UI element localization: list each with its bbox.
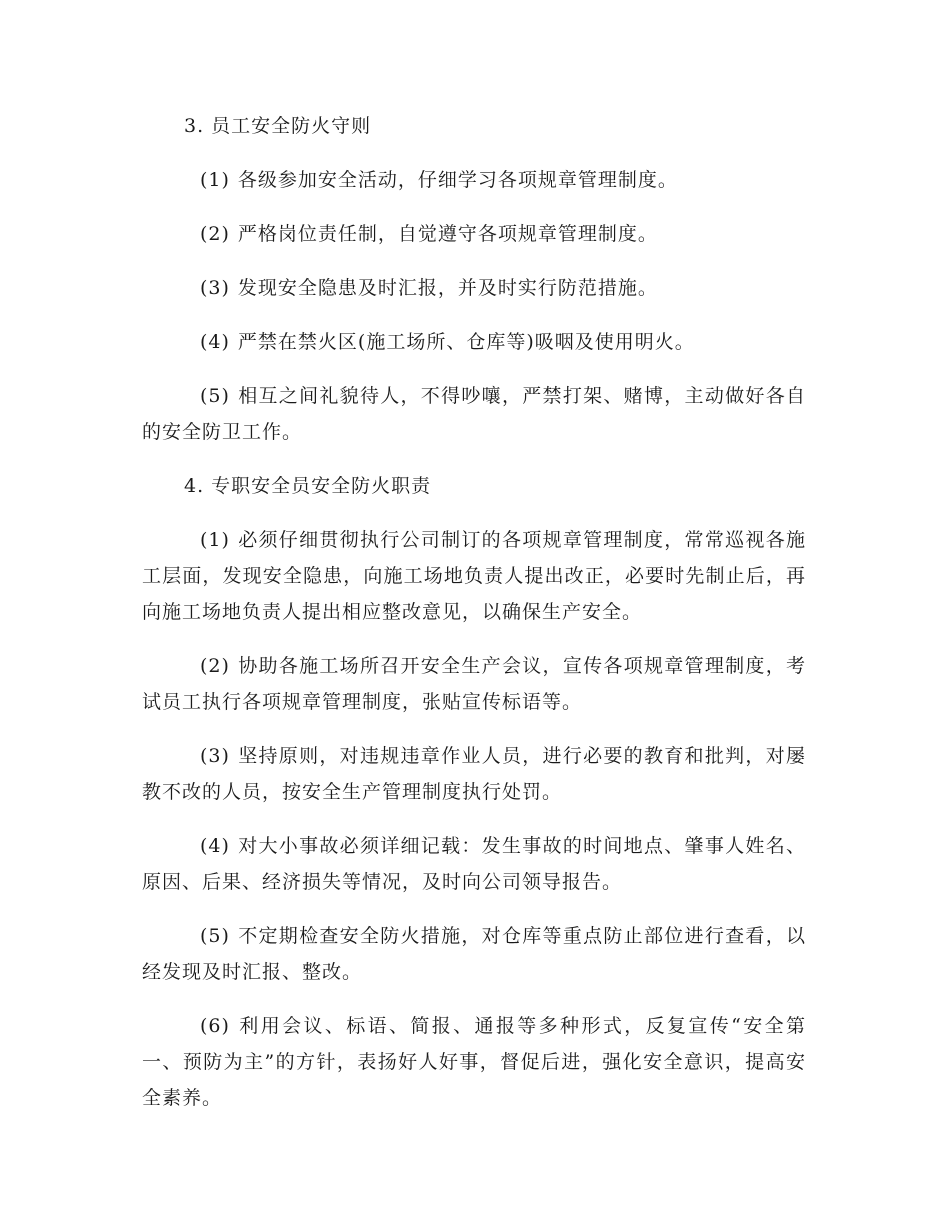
item-number: (3) <box>200 745 230 767</box>
section-4-item-5 <box>142 918 806 990</box>
item-text: 坚持原则，对违规违章作业人员，进行必要的教育和批判，对屡教不改的人员，按安全生产管理制度执行处罚。 <box>142 745 806 803</box>
item-number: (2) <box>200 223 230 245</box>
section-4-item-4 <box>142 828 806 900</box>
item-text: 各级参加安全活动，仔细学习各项规章管理制度。 <box>237 169 678 191</box>
item-text: 发现安全隐患及时汇报，并及时实行防范措施。 <box>237 277 658 299</box>
item-number: (6) <box>200 1015 230 1037</box>
section-3-heading: 3. 员工安全防火守则 <box>184 115 372 137</box>
item-text: 利用会议、标语、简报、通报等多种形式，反复宣传“安全第一、预防为主”的方针，表扬好人好事，督促后进，强化安全意识，提高安全素养。 <box>142 1015 806 1109</box>
item-text: 严格岗位责任制，自觉遵守各项规章管理制度。 <box>237 223 658 245</box>
item-text: 严禁在禁火区(施工场所、仓库等)吸咽及使用明火。 <box>237 331 695 353</box>
section-4-item-6 <box>142 1008 806 1116</box>
item-number: (5) <box>200 385 230 407</box>
section-3-item-3 <box>142 270 806 306</box>
item-number: (1) <box>200 529 230 551</box>
item-number: (1) <box>200 169 230 191</box>
document-content <box>142 108 806 1134</box>
item-number: (5) <box>200 925 230 947</box>
section-4-item-2 <box>142 648 806 720</box>
item-text: 必须仔细贯彻执行公司制订的各项规章管理制度，常常巡视各施工层面，发现安全隐患，向施工场地负责人提出改正，必要时先制止后，再向施工场地负责人提出相应整改意见，以确保生产安全。 <box>142 529 806 623</box>
item-number: (3) <box>200 277 230 299</box>
section-4-heading: 4. 专职安全员安全防火职责 <box>184 475 432 497</box>
item-text: 不定期检查安全防火措施，对仓库等重点防止部位进行查看，以经发现及时汇报、整改。 <box>142 925 806 983</box>
item-text: 相互之间礼貌待人，不得吵嚷，严禁打架、赌博，主动做好各自的安全防卫工作。 <box>142 385 806 443</box>
item-number: (4) <box>200 835 230 857</box>
section-3-item-2 <box>142 216 806 252</box>
item-text: 协助各施工场所召开安全生产会议，宣传各项规章管理制度，考试员工执行各项规章管理制度，张贴宣传标语等。 <box>142 655 806 713</box>
item-text: 对大小事故必须详细记载：发生事故的时间地点、肇事人姓名、原因、后果、经济损失等情况，及时向公司领导报告。 <box>142 835 806 893</box>
section-4-item-3 <box>142 738 806 810</box>
section-4-item-1 <box>142 522 806 630</box>
item-number: (4) <box>200 331 230 353</box>
item-number: (2) <box>200 655 230 677</box>
section-3-item-5 <box>142 378 806 450</box>
section-3-item-1 <box>142 162 806 198</box>
section-3-item-4 <box>142 324 806 360</box>
